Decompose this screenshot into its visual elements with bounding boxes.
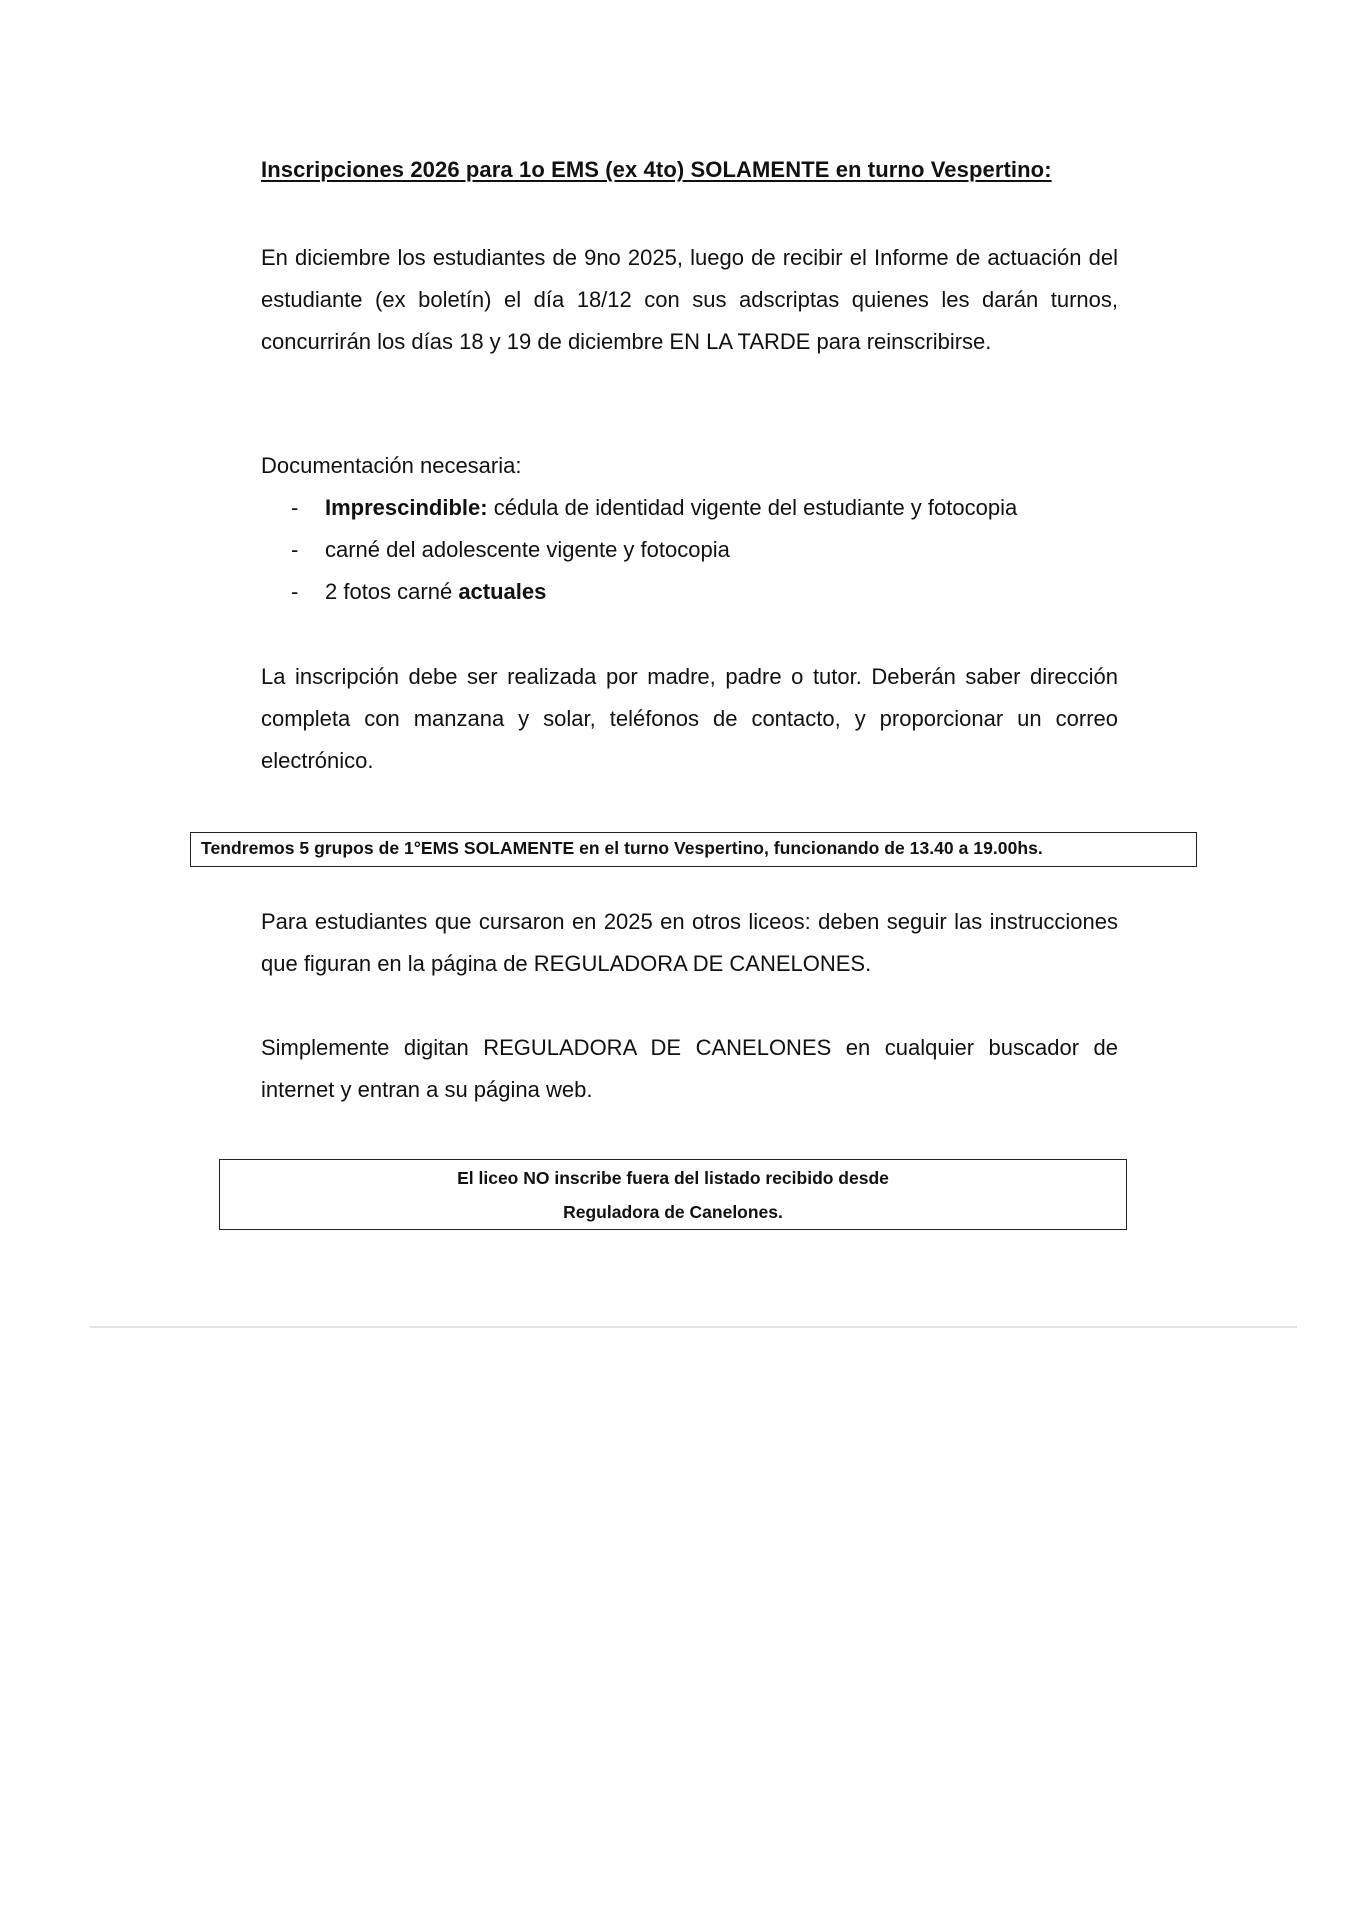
documentation-list: [261, 487, 1161, 613]
notice-reguladora-line-2: Reguladora de Canelones.: [563, 1202, 783, 1222]
paragraph-reinscription: En diciembre los estudiantes de 9no 2025, luego de recibir el Informe de actuación del estudiante (ex boletín) el día 18/12 con sus adscriptas quienes les darán turnos, concurrirán los días 18 y 19 de diciembre EN LA TARDE para reinscribirse.: [261, 245, 1118, 354]
list-item: [261, 571, 1161, 613]
dash-bullet: -: [291, 579, 299, 604]
list-item-text: 2 fotos carné: [325, 579, 459, 604]
notice-groups-box: [190, 832, 1197, 867]
notice-groups-text: Tendremos 5 grupos de 1°EMS SOLAMENTE en el turno Vespertino, funcionando de 13.40 a 19.00hs.: [201, 838, 1043, 858]
list-item: [261, 487, 1161, 529]
document-title: Inscripciones 2026 para 1o EMS (ex 4to) SOLAMENTE en turno Vespertino:: [261, 157, 1052, 182]
paragraph-search-instructions: Simplemente digitan REGULADORA DE CANELONES en cualquier buscador de internet y entran a su página web.: [261, 1035, 1118, 1102]
list-item: [261, 529, 1161, 571]
paragraph-other-liceos: Para estudiantes que cursaron en 2025 en otros liceos: deben seguir las instrucciones que figuran en la página de REGULADORA DE CANELONES.: [261, 909, 1118, 976]
documentation-label: Documentación necesaria:: [261, 453, 522, 478]
list-item-text: cédula de identidad vigente del estudiante y fotocopia: [487, 495, 1018, 520]
list-item-text: carné del adolescente vigente y fotocopia: [325, 537, 730, 562]
notice-reguladora-line-1: El liceo NO inscribe fuera del listado recibido desde: [457, 1168, 889, 1188]
list-item-bold-prefix: Imprescindible:: [325, 495, 488, 520]
notice-reguladora-box: [219, 1159, 1127, 1230]
dash-bullet: -: [291, 537, 299, 562]
list-item-bold-suffix: actuales: [458, 579, 547, 604]
page-divider: [90, 1326, 1297, 1328]
dash-bullet: -: [291, 495, 299, 520]
paragraph-guardian: La inscripción debe ser realizada por madre, padre o tutor. Deberán saber dirección completa con manzana y solar, teléfonos de contacto, y proporcionar un correo electrónico.: [261, 664, 1118, 773]
